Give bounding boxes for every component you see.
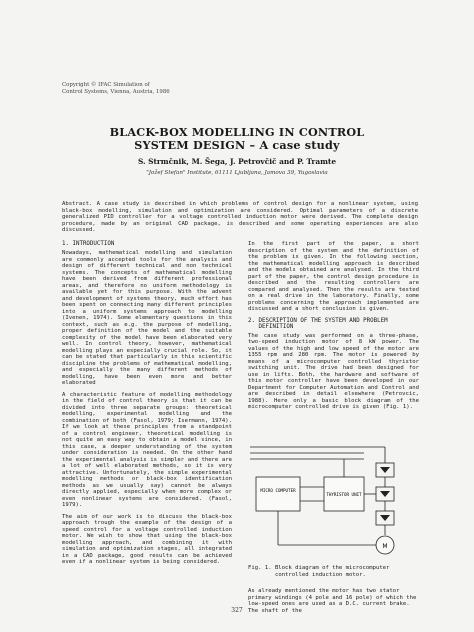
figure-block-thyristor: THYRISTOR UNIT — [326, 492, 362, 497]
left-column — [62, 241, 236, 571]
paragraph: The case study was performed on a three-phase, two-speed induction motor of 8 kW power. The values of the high and low speed of the motor are 1355 rpm and 280 rpm. The motor is powered by means of a microcomputer controlled thyristor switching unit. The drive had been designed for use in lifts. Both, the hardware and software of this motor controller have been developed in our Department for Computer Automation and Control and are described in detail elsewhere (Petrovcic, 1988). Here only a basic block diagram of the microcomputer controlled drive is given (Fig. 1). — [248, 332, 423, 410]
paragraph: A characteristic feature of modelling methodology in the field of control theory is that it can be divided into three separate groups: theoretical modelling, experimental modelling and the combination of both (Fasol, 1979; Isermann, 1974). If we look at these principles from a standpoint of a control engineer, theoretical modelling is not quite an easy way to obtain a model since, in this case, a deeper understanding of the system under consideration is needed. On the other hand the experimental analysis is simpler and there are a lot of well elaborated methods, so it is very attractive. Unfortunately, the simple experimental modelling methods or black-box identification methods as we usually say) cannot be always directly applied, especially when more complex or even nonlinear systems are considered. (Fasol, 1979). — [62, 391, 236, 508]
paragraph: The aim of our work is to discuss the black-box approach trough the example of the design of a speed control for a voltage controlled induction motor. We wish to show that using the black-box modelling approach, and combining it with simulation and optimization stages, all integrated in a CAD package, good results can be achieved even if a nonlinear system is being considered. — [62, 513, 236, 565]
paragraph: In the first part of the paper, a short description of the system and the definition of the problem is given. In the following section, the mathematical modelling approach is described and the models obtained are analysed. In the third part of the paper, the control design procedure is described and the resulting controllers are compared and analysed. Then the results are tested on a real drive in the laboratory. Finally, some problems concerning the approach implemented are discussed and a short conclusion is given. — [248, 241, 423, 312]
paragraph: As already mentioned the motor has two stator primary windings (4 pole and 16 pole) of which the low-speed ones are used as a D.C. current brake. The shaft of the — [248, 588, 420, 614]
affiliation: "Jožef Stefan" Institute, 61111 Ljubljana, Jamova 39, Yugoslavia — [146, 170, 328, 176]
section-heading-description: 2. DESCRIPTION OF THE SYSTEM AND PROBLEM DEFINITION — [248, 317, 388, 330]
figure-caption: Fig. 1. Block diagram of the microcomputer controlled induction motor. — [248, 565, 390, 578]
figure-block-microcomputer: MICRO COMPUTER — [260, 488, 296, 493]
block-diagram-figure — [246, 429, 420, 559]
right-column — [248, 241, 423, 416]
title-line-1: BLACK-BOX MODELLING IN CONTROL — [109, 125, 365, 139]
abstract: Abstract. A case study is described in which problems of control design for a nonlinear system, using black-box modelling, simulation and optimization are considered. Optimal parameters of a discrete generalized PID controller for a voltage controlled induction motor were derived. The complete design procedure, made by an original CAD package, is described and some operating experiences are also discussed. — [62, 201, 422, 233]
page-number: 327 — [231, 607, 243, 614]
copyright-notice — [62, 82, 170, 96]
authors: S. Strmčnik, M. Šega, J. Petrovčič and P. Tramte — [137, 157, 337, 166]
section-heading-introduction: 1. INTRODUCTION — [62, 241, 115, 247]
copyright-line-2: Control Systems, Vienna, Austria, 1986 — [62, 89, 170, 95]
figure-motor-label: M — [382, 543, 388, 550]
paragraph: Nowadays, mathematical modelling and simulation are commonly accepted tools for the analysis and design of different technical and non technical systems. The concepts of mathematical modelling have been derived from different professional areas, and therefore no uniform methodology is available yet for this purpose. With the advent and development of systems theory, much effort has been spent on connecting many different principles into a uniform systems approach to modelling (Ivenen, 1974). Some elementary questions in this context, such as e.g. the purpose of modelling, proper definition of the model and the suitable complexity of the model have been elaborated very well. In control theory, however, mathematical modelling plays an especially crucial role. So, it can be stated that particularly in this scientific discipline the problems of mathematical modelling, and especially the many different methods of modelling, have been even more and better elaborated — [62, 250, 236, 386]
copyright-line-1: Copyright © IFAC Simulation of — [62, 82, 150, 88]
paper-title — [0, 126, 474, 152]
title-line-2: SYSTEM DESIGN – A case study — [134, 138, 340, 152]
